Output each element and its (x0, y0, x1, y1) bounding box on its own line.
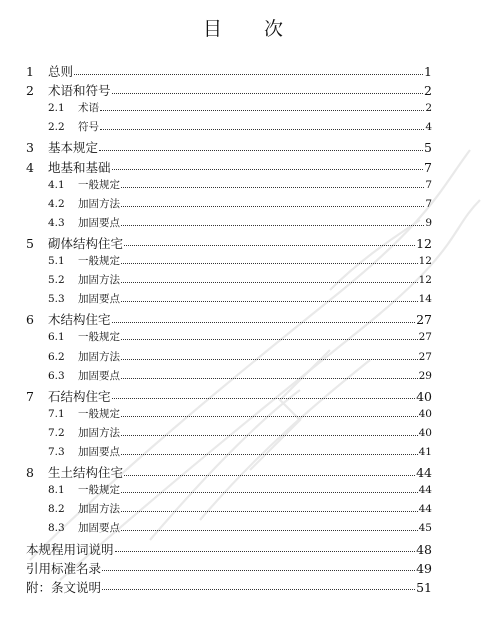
toc-entry-number: 2 (26, 83, 34, 99)
dot-leader (121, 282, 418, 283)
toc-entry-number: 5.2 (48, 274, 65, 287)
toc-entry[interactable] (48, 444, 432, 459)
toc-entry[interactable] (26, 310, 432, 328)
toc-entry-label: 一般规定 (78, 255, 120, 267)
toc-entry-number: 4.3 (48, 216, 65, 229)
toc-entry-label: 木结构住宅 (48, 312, 111, 328)
toc-entry[interactable] (48, 349, 432, 364)
toc-entry-page: 2 (424, 83, 432, 99)
toc-entry-number: 6.2 (48, 350, 65, 363)
toc-entry[interactable] (26, 540, 432, 558)
toc-entry-label: 加固要点 (78, 446, 120, 458)
toc-entry[interactable] (26, 463, 432, 481)
toc-entry-label: 一般规定 (78, 484, 120, 497)
dot-leader (100, 129, 424, 130)
toc-entry-label: 术语 (78, 102, 99, 115)
toc-entry-number: 2.1 (48, 102, 65, 115)
dot-leader (112, 169, 424, 170)
toc-entry-label: 生土结构住宅 (48, 465, 124, 481)
toc-entry-label: 附：条文说明 (26, 579, 102, 595)
toc-entry[interactable] (26, 81, 432, 99)
toc-entry[interactable] (48, 368, 432, 383)
toc-entry[interactable] (48, 215, 432, 230)
toc-entry-page: 27 (418, 331, 432, 344)
dot-leader (121, 359, 418, 360)
toc-entry[interactable] (26, 578, 432, 596)
toc-entry-page: 14 (418, 293, 432, 306)
toc-entry-page: 40 (418, 407, 432, 420)
toc-entry-number: 6 (26, 312, 34, 328)
toc-entry-page: 44 (418, 484, 432, 497)
dot-leader (74, 74, 423, 75)
toc-entry-page: 2 (425, 102, 432, 115)
toc-entry[interactable] (26, 62, 432, 80)
toc-entry-page: 7 (425, 178, 432, 191)
toc-entry-label: 加固要点 (78, 216, 120, 229)
toc-entry-number: 7.1 (48, 407, 65, 420)
dot-leader (121, 225, 424, 226)
toc-entry-label: 石结构住宅 (48, 388, 111, 404)
toc-entry-label: 加固方法 (78, 426, 120, 439)
dot-leader (99, 150, 423, 151)
toc-entry-page: 45 (418, 522, 432, 535)
dot-leader (102, 589, 415, 590)
toc-entry-label: 加固方法 (78, 197, 120, 210)
toc-entry-label: 加固方法 (78, 350, 120, 363)
toc-entry-page: 29 (418, 369, 432, 382)
toc-entry[interactable] (26, 559, 432, 577)
toc-entry-number: 4.2 (48, 197, 65, 210)
dot-leader (102, 570, 415, 571)
toc-entry-label: 一般规定 (78, 407, 120, 420)
toc-entry-number: 3 (26, 140, 34, 156)
toc-entry-number: 1 (26, 64, 34, 79)
toc-entry[interactable] (48, 291, 432, 306)
toc-entry-page: 49 (416, 560, 432, 576)
toc-entry-number: 7.2 (48, 426, 65, 439)
dot-leader (124, 245, 415, 246)
toc-entry-page: 5 (424, 140, 432, 156)
dot-leader (100, 110, 424, 111)
toc-entry-number: 8.3 (48, 522, 65, 535)
toc-entry-label: 总则 (48, 64, 74, 79)
toc-entry-page: 44 (418, 503, 432, 516)
dot-leader (121, 416, 418, 417)
toc-entry[interactable] (48, 196, 432, 211)
toc-entry[interactable] (26, 138, 432, 156)
toc-entry[interactable] (48, 177, 432, 192)
toc-entry[interactable] (48, 482, 432, 497)
toc-entry-number: 5.1 (48, 255, 65, 267)
toc-entry[interactable] (26, 387, 432, 405)
toc-entry-label: 一般规定 (78, 178, 120, 191)
toc-entry-page: 51 (416, 579, 432, 595)
toc-entry-label: 加固方法 (78, 274, 120, 287)
toc-entry[interactable] (48, 501, 432, 516)
toc-entry-number: 5 (26, 235, 34, 251)
dot-leader (112, 322, 416, 323)
dot-leader (121, 530, 418, 531)
toc-entry-number: 8.2 (48, 503, 65, 516)
toc-entry-number: 6.1 (48, 331, 65, 344)
toc-entry-page: 7 (424, 159, 432, 175)
toc-entry[interactable] (48, 406, 432, 421)
toc-entry[interactable] (48, 329, 432, 344)
toc-entry[interactable] (48, 520, 432, 535)
toc-entry[interactable] (26, 158, 432, 176)
dot-leader (121, 492, 418, 493)
toc-entry-page: 27 (418, 350, 432, 363)
dot-leader (121, 435, 418, 436)
dot-leader (124, 475, 415, 476)
dot-leader (121, 339, 418, 340)
toc-entry-page: 44 (416, 465, 432, 481)
dot-leader (112, 398, 416, 399)
dot-leader (115, 551, 416, 552)
toc-entry-label: 基本规定 (48, 140, 99, 156)
dot-leader (121, 511, 418, 512)
toc-entry-label: 加固方法 (78, 503, 120, 516)
dot-leader (121, 263, 418, 264)
toc-entry-number: 7 (26, 388, 34, 404)
dot-leader (121, 454, 418, 455)
toc-entry-page: 7 (425, 197, 432, 210)
toc-entry-page: 48 (416, 541, 432, 557)
toc-entry-number: 5.3 (48, 293, 65, 306)
toc-entry-page: 12 (418, 255, 432, 267)
toc-entry-number: 4.1 (48, 178, 65, 191)
toc-entry-number: 2.2 (48, 121, 65, 134)
toc-entry-label: 加固要点 (78, 369, 120, 382)
toc-entry-label: 加固要点 (78, 522, 120, 535)
toc-entry-page: 41 (418, 446, 432, 458)
toc-entry[interactable] (26, 234, 432, 252)
dot-leader (112, 93, 424, 94)
toc-entry-number: 7.3 (48, 446, 65, 458)
toc-entry-number: 4 (26, 159, 34, 175)
toc-entry-number: 6.3 (48, 369, 65, 382)
toc-entry-page: 9 (425, 216, 432, 229)
dot-leader (121, 206, 424, 207)
toc-entry-page: 12 (416, 235, 432, 251)
toc-entry-page: 4 (425, 121, 432, 134)
toc-entry-label: 符号 (78, 121, 99, 134)
toc-entry-page: 12 (418, 274, 432, 287)
toc-entry[interactable] (48, 119, 432, 134)
toc-entry-label: 砌体结构住宅 (48, 235, 124, 251)
dot-leader (121, 378, 418, 379)
toc-entry-number: 8 (26, 465, 34, 481)
toc-entry-label: 一般规定 (78, 331, 120, 344)
toc-entry-label: 引用标准名录 (26, 560, 102, 576)
toc-entry-label: 加固要点 (78, 293, 120, 306)
toc-entry-page: 1 (424, 64, 432, 79)
toc-entry-label: 本规程用词说明 (26, 541, 114, 557)
toc-entry-label: 术语和符号 (48, 83, 111, 99)
toc-entry[interactable] (48, 253, 432, 268)
toc-entry-page: 27 (416, 312, 432, 328)
toc-entry[interactable] (48, 425, 432, 440)
toc-entry-page: 40 (418, 426, 432, 439)
toc-entry-page: 40 (416, 388, 432, 404)
toc-entry-number: 8.1 (48, 484, 65, 497)
toc-entry-label: 地基和基础 (48, 159, 111, 175)
dot-leader (121, 301, 418, 302)
dot-leader (121, 187, 424, 188)
toc-entry[interactable] (48, 272, 432, 287)
page-title: 目 次 (202, 18, 302, 40)
toc-entry[interactable] (48, 100, 432, 115)
